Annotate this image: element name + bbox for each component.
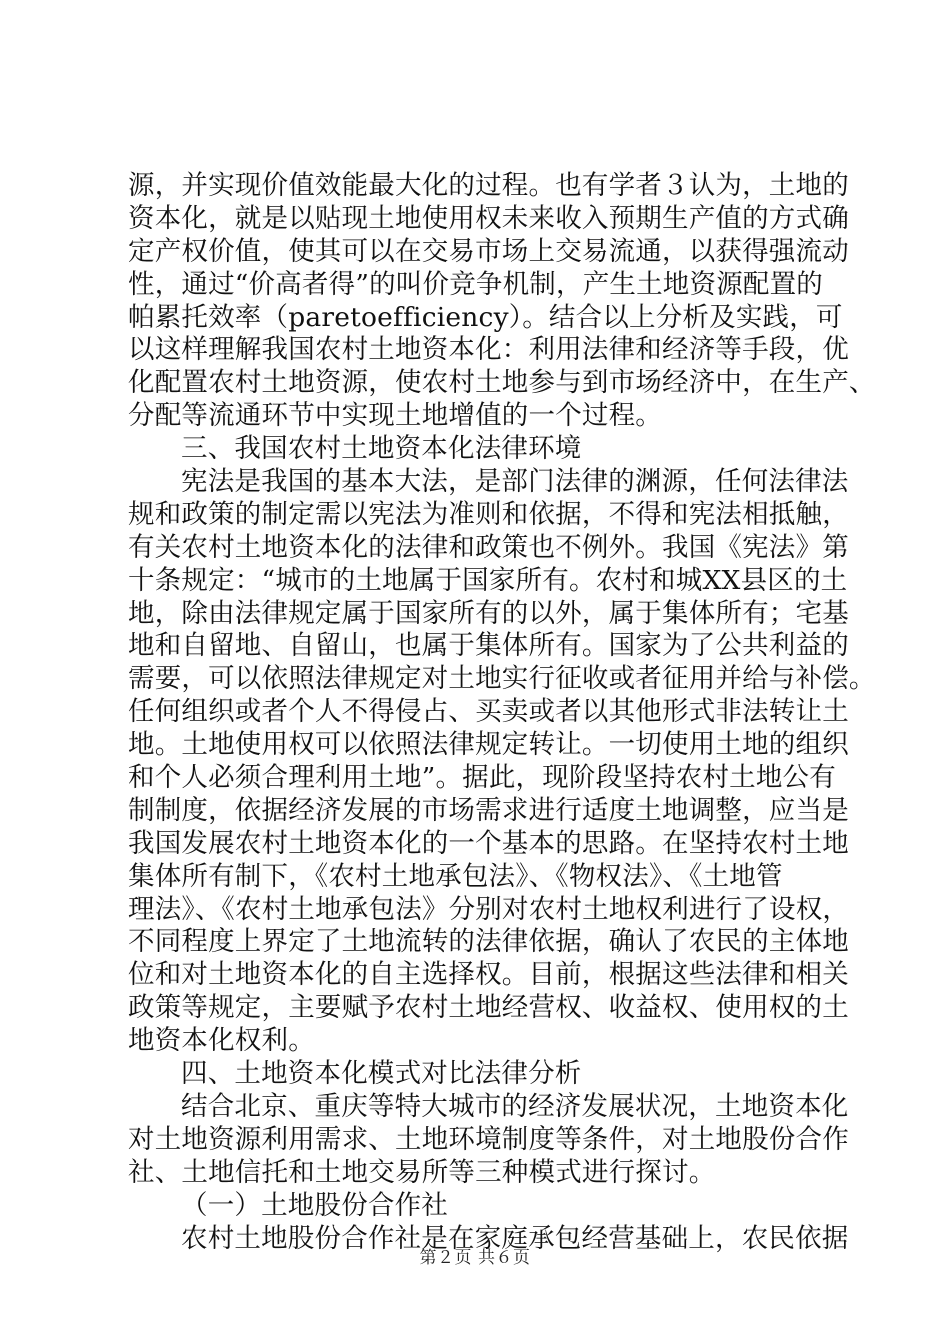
text-line: 任何组织或者个人不得侵占、买卖或者以其他形式非法转让土: [128, 696, 849, 728]
text-line: 性，通过“价高者得”的叫价竞争机制，产生土地资源配置的: [128, 268, 823, 300]
subsection-heading: （一）土地股份合作社: [181, 1189, 448, 1221]
text-line: 地，除由法律规定属于国家所有的以外，属于集体所有；宅基: [128, 597, 849, 629]
text-line: 需要，可以依照法律规定对土地实行征收或者征用并给与补偿。: [128, 663, 876, 695]
text-line: 地和自留地、自留山，也属于集体所有。国家为了公共利益的: [128, 630, 849, 662]
text-line: 集体所有制下，《农村土地承包法》、《物权法》、《土地管: [128, 860, 783, 892]
text-line: 不同程度上界定了土地流转的法律依据，确认了农民的主体地: [128, 926, 849, 958]
text-line: 定产权价值，使其可以在交易市场上交易流通，以获得强流动: [128, 235, 849, 267]
text-line: 社、土地信托和土地交易所等三种模式进行探讨。: [128, 1156, 716, 1188]
document-body: [128, 170, 876, 1255]
section-heading: 四、土地资本化模式对比法律分析: [181, 1058, 582, 1090]
text-line: 源，并实现价值效能最大化的过程。也有学者３认为，土地的: [128, 170, 849, 201]
text-line: 以这样理解我国农村土地资本化：利用法律和经济等手段，优: [128, 334, 849, 366]
text-line: 制制度，依据经济发展的市场需求进行适度土地调整，应当是: [128, 794, 849, 826]
paragraph-start-line: 结合北京、重庆等特大城市的经济发展状况，土地资本化: [181, 1090, 849, 1122]
text-line: 我国发展农村土地资本化的一个基本的思路。在坚持农村土地: [128, 827, 849, 859]
text-line: 位和对土地资本化的自主选择权。目前，根据这些法律和相关: [128, 959, 849, 991]
page-number-footer: 第２页 共６页: [419, 1248, 531, 1268]
text-line: 十条规定：“城市的土地属于国家所有。农村和城XX县区的土: [128, 564, 848, 596]
section-heading: 三、我国农村土地资本化法律环境: [181, 433, 582, 465]
text-line: 地。土地使用权可以依照法律规定转让。一切使用土地的组织: [128, 729, 849, 761]
paragraph-start-line: 农村土地股份合作社是在家庭承包经营基础上，农民依据: [181, 1222, 849, 1254]
text-line: 有关农村土地资本化的法律和政策也不例外。我国《宪法》第: [128, 531, 849, 563]
text-line: 和个人必须合理利用土地”。据此，现阶段坚持农村土地公有: [128, 762, 836, 794]
text-line: 地资本化权利。: [128, 1025, 315, 1057]
text-line: 政策等规定，主要赋予农村土地经营权、收益权、使用权的土: [128, 992, 849, 1024]
text-line: 理法》、《农村土地承包法》分别对农村土地权利进行了设权，: [128, 893, 850, 925]
text-line: 资本化，就是以贴现土地使用权未来收入预期生产值的方式确: [128, 202, 849, 234]
paragraph-start-line: 宪法是我国的基本大法，是部门法律的渊源，任何法律法: [181, 466, 849, 498]
text-line: 对土地资源利用需求、土地环境制度等条件，对土地股份合作: [128, 1123, 849, 1155]
text-line: 规和政策的制定需以宪法为准则和依据，不得和宪法相抵触，: [128, 498, 849, 530]
text-line: 帕累托效率（paretoefficiency）。结合以上分析及实践，可: [128, 301, 843, 333]
text-line: 化配置农村土地资源，使农村土地参与到市场经济中，在生产、: [128, 367, 876, 399]
text-line: 分配等流通环节中实现土地增值的一个过程。: [128, 400, 662, 432]
